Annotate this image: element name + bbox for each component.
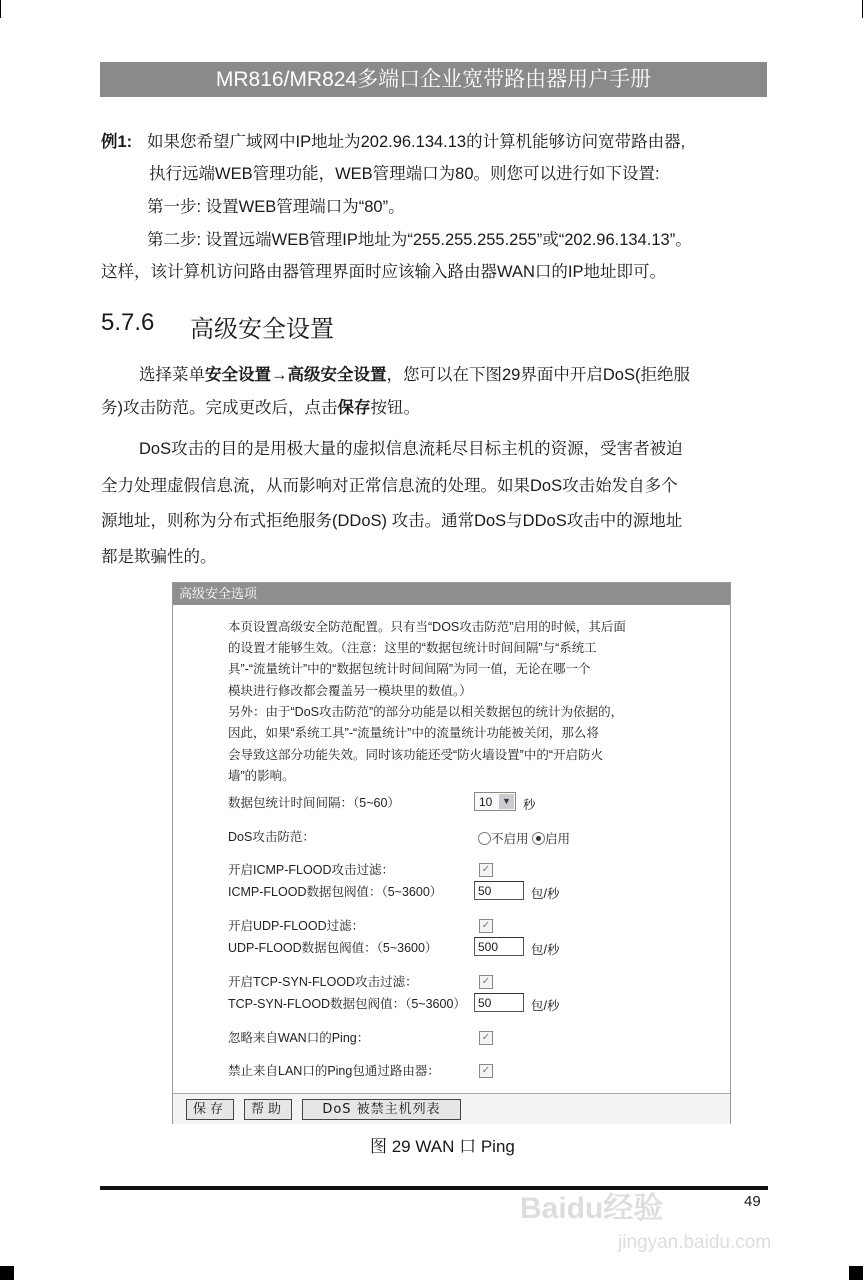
dos-label: DoS攻击防范： <box>228 830 315 844</box>
footer-rule <box>100 1186 768 1190</box>
running-header: MR816/MR824多端口企业宽带路由器用户手册 <box>100 62 767 97</box>
text: ，您可以在下图29界面中开启DoS(拒绝服 <box>386 366 690 384</box>
radio-disable[interactable] <box>478 832 491 845</box>
intro-line: 因此，如果“系统工具”-“流量统计”中的流量统计功能被关闭，那么将 <box>228 726 599 740</box>
interval-select[interactable] <box>474 792 516 811</box>
udp-threshold-label: UDP-FLOOD数据包阀值：（5~3600） <box>228 941 438 955</box>
paragraph-line: 源地址，则称为分布式拒绝服务(DDoS) 攻击。通常DoS与DDoS攻击中的源地址 <box>101 512 683 530</box>
interval-value: 10 <box>479 795 493 809</box>
unit-label: 包/秒 <box>531 999 560 1013</box>
wan-ping-label: 忽略来自WAN口的Ping： <box>228 1031 370 1045</box>
icmp-enable-checkbox[interactable]: ✓ <box>479 863 493 877</box>
paragraph-line: 全力处理虚假信息流，从而影响对正常信息流的处理。如果DoS攻击始发自多个 <box>101 477 678 495</box>
watermark-url: jingyan.baidu.com <box>618 1232 772 1253</box>
intro-line: 模块进行修改都会覆盖另一模块里的数值。） <box>228 684 472 698</box>
example-line: 执行远端WEB管理功能，WEB管理端口为80。则您可以进行如下设置: <box>149 165 660 183</box>
lan-ping-label: 禁止来自LAN口的Ping包通过路由器： <box>228 1064 440 1078</box>
figure-caption: 图 29 WAN 口 Ping <box>370 1137 515 1156</box>
paragraph-line: 都是欺骗性的。 <box>101 548 217 566</box>
icmp-threshold-label: ICMP-FLOOD数据包阀值：（5~3600） <box>228 885 443 899</box>
advanced-security-dialog <box>172 582 731 1124</box>
unit-label: 包/秒 <box>531 943 560 957</box>
crop-mark <box>0 1266 14 1280</box>
example-line: 第一步: 设置WEB管理端口为“80”。 <box>147 198 405 216</box>
interval-label: 数据包统计时间间隔：（5~60） <box>228 796 400 810</box>
tcp-threshold-input[interactable]: 50 <box>474 993 524 1012</box>
wan-ping-checkbox[interactable]: ✓ <box>479 1031 493 1045</box>
chevron-down-icon: ▼ <box>499 794 514 809</box>
example-label: 例1: <box>101 133 133 151</box>
paragraph-line <box>101 398 420 418</box>
paragraph-line <box>139 365 690 385</box>
help-button[interactable]: 帮助 <box>244 1099 292 1120</box>
interval-unit: 秒 <box>523 798 536 812</box>
button-bar <box>173 1093 730 1124</box>
section-number: 5.7.6 <box>101 309 155 336</box>
example-line: 如果您希望广域网中IP地址为202.96.134.13的计算机能够访问宽带路由器, <box>147 133 686 151</box>
intro-line: 墙”的影响。 <box>228 769 295 783</box>
text: 选择菜单 <box>139 366 205 384</box>
intro-line: 的设置才能够生效。（注意：这里的“数据包统计时间间隔”与“系统工 <box>228 641 597 655</box>
save-keyword: 保存 <box>337 399 371 417</box>
text: 务)攻击防范。完成更改后，点击 <box>101 399 338 417</box>
radio-enable-label: 启用 <box>545 832 571 846</box>
paragraph-line: DoS攻击的目的是用极大量的虚拟信息流耗尽目标主机的资源，受害者被迫 <box>139 440 683 458</box>
radio-disable-label: 不启用 <box>491 832 529 846</box>
watermark-logo: Baidu经验 <box>520 1192 664 1225</box>
radio-enable[interactable] <box>532 832 545 845</box>
text: 按钮。 <box>370 399 420 417</box>
udp-enable-label: 开启UDP-FLOOD过滤： <box>228 919 365 933</box>
save-button[interactable]: 保存 <box>186 1099 234 1120</box>
dialog-title: 高级安全选项 <box>173 583 730 605</box>
crop-mark <box>0 0 1 18</box>
intro-line: 另外：由于“DoS攻击防范”的部分功能是以相关数据包的统计为依据的， <box>228 705 624 719</box>
udp-threshold-input[interactable]: 500 <box>474 937 524 956</box>
page-number: 49 <box>744 1193 761 1210</box>
unit-label: 包/秒 <box>531 887 560 901</box>
example-line: 这样，该计算机访问路由器管理界面时应该输入路由器WAN口的IP地址即可。 <box>101 263 666 281</box>
tcp-enable-label: 开启TCP-SYN-FLOOD攻击过滤： <box>228 975 418 989</box>
example-line: 第二步: 设置远端WEB管理IP地址为“255.255.255.255”或“202.96.134.13”。 <box>147 231 692 249</box>
tcp-threshold-label: TCP-SYN-FLOOD数据包阀值：（5~3600） <box>228 997 466 1011</box>
crop-mark <box>849 1266 863 1280</box>
icmp-enable-label: 开启ICMP-FLOOD攻击过滤： <box>228 863 394 877</box>
intro-line: 本页设置高级安全防范配置。只有当“DOS攻击防范”启用的时候，其后面 <box>228 620 626 634</box>
lan-ping-checkbox[interactable]: ✓ <box>479 1064 493 1078</box>
section-title: 高级安全设置 <box>190 316 334 343</box>
tcp-enable-checkbox[interactable]: ✓ <box>479 975 493 989</box>
icmp-threshold-input[interactable]: 50 <box>474 881 524 900</box>
dos-blocked-hosts-button[interactable]: DoS 被禁主机列表 <box>302 1099 461 1120</box>
dos-radio-group <box>478 829 570 847</box>
udp-enable-checkbox[interactable]: ✓ <box>479 919 493 933</box>
intro-line: 会导致这部分功能失效。同时该功能还受“防火墙设置”中的“开启防火 <box>228 748 603 762</box>
intro-line: 具”-“流量统计”中的“数据包统计时间间隔”为同一值，无论在哪一个 <box>228 662 591 676</box>
menu-path: 安全设置→高级安全设置 <box>205 366 387 384</box>
